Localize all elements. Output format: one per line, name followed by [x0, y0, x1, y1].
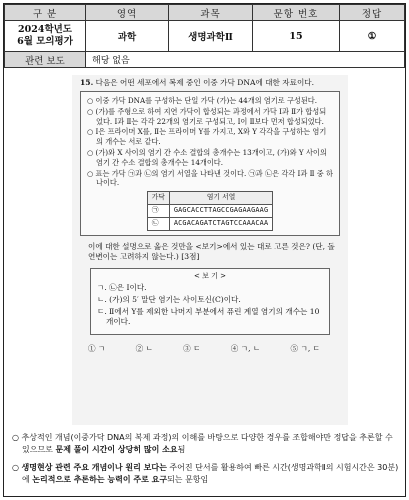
note-2-emphasis-1: 생명현상 관련 주요 개념이나 원리 보다는 — [21, 463, 167, 472]
exam-name — [5, 21, 86, 52]
question-info-table — [4, 4, 405, 68]
table-row — [147, 204, 273, 217]
note-1-text: 추상적인 개념(이중가닥 DNA의 복제 과정)의 이해를 바탕으로 다양한 경우를 조합해야만 정답을 추론할 수 있으므로 — [21, 433, 393, 454]
sequence-col-header: 염기 서열 — [169, 192, 272, 205]
strand-sequence: ACGACAGATCTAGTCCAAACAA — [169, 217, 272, 230]
strand-col-header: 가닥 — [147, 192, 169, 205]
conditions-box — [80, 91, 340, 236]
header-answer: 정답 — [340, 5, 405, 21]
question-number-value: 15 — [253, 21, 340, 52]
choice-1: ① ㄱ — [88, 343, 106, 353]
bogi-box — [90, 268, 330, 335]
header-category: 구 분 — [5, 5, 86, 21]
strand-label: ㉠ — [147, 204, 169, 217]
condition-1: ○ 이중 가닥 DNA를 구성하는 단일 가닥 (가)는 44개의 염기로 구성된다. — [87, 96, 318, 105]
answer-choices — [88, 344, 320, 354]
question-stem — [80, 78, 340, 88]
choice-2: ② ㄴ — [135, 343, 153, 353]
subject-value: 생명과학Ⅱ — [169, 21, 253, 52]
exam-session: 6월 모의평가 — [17, 36, 73, 47]
choice-3: ③ ㄷ — [183, 343, 201, 353]
question-prompt: 이에 대한 설명으로 옳은 것만을 <보기>에서 있는 대로 고른 것은? (단, 돌연변이는 고려하지 않는다.) [3점] — [88, 241, 335, 261]
choice-5: ⑤ ㄱ, ㄷ — [290, 343, 320, 353]
analysis-notes — [12, 432, 400, 492]
related-report-value: 해당 없음 — [86, 52, 405, 68]
question-image — [72, 75, 348, 425]
strand-sequence-table — [147, 191, 274, 230]
note-2-tail: 되는 문항임 — [167, 475, 209, 484]
header-question-number: 문항 번호 — [253, 5, 340, 21]
question-number: 15. — [80, 78, 94, 87]
condition-5: ○ 표는 가닥 ㉠과 ㉡의 염기 서열을 나타낸 것이다. ㉠과 ㉡은 각각 Ⅰ과 Ⅱ 중 하나이다. — [87, 168, 333, 188]
bogi-item: ㄴ. (가)의 5′ 말단 염기는 사이토신(C)이다. — [97, 294, 241, 304]
domain-value: 과학 — [86, 21, 169, 52]
answer-value: ① — [340, 21, 405, 52]
bullet-icon: ○ — [12, 463, 22, 472]
bogi-item: ㄷ. Ⅱ에서 Y를 제외한 나머지 부분에서 퓨린 계열 염기의 개수는 10개이다. — [97, 306, 320, 326]
header-subject: 과목 — [169, 5, 253, 21]
bogi-title: < 보 기 > — [194, 271, 226, 280]
strand-label: ㉡ — [147, 217, 169, 230]
note-1-tail: 됨 — [177, 445, 186, 454]
exam-year: 2024학년도 — [18, 24, 72, 35]
note-1 — [12, 432, 400, 456]
bullet-icon: ○ — [12, 433, 22, 442]
choice-4: ④ ㄱ, ㄴ — [230, 343, 261, 353]
condition-3: ○ Ⅰ은 프라이머 X를, Ⅱ는 프라이머 Y를 가지고, X와 Y 각각을 구성하는 염기의 개수는 서로 같다. — [87, 127, 327, 147]
note-2 — [12, 462, 400, 486]
note-2-text: 주어진 단서를 활용하여 빠른 시간(생명과학Ⅱ의 시험시간은 30분)에 — [22, 463, 399, 484]
header-domain: 영역 — [86, 5, 169, 21]
condition-2: ○ (가)를 주형으로 하여 지연 가닥이 합성되는 과정에서 가닥 Ⅰ과 Ⅱ가 합성되었다. Ⅰ과 Ⅱ는 각각 22개의 염기로 구성되고, Ⅰ이 Ⅱ보다 먼저 합성되었다. — [87, 106, 327, 126]
related-report-label: 관련 보도 — [5, 52, 86, 68]
note-2-emphasis-2: 논리적으로 추론하는 능력이 주로 요구 — [32, 475, 168, 484]
bogi-item: ㄱ. ㉡은 Ⅰ이다. — [97, 282, 147, 292]
table-row — [147, 217, 273, 230]
question-stem-text: 다음은 어떤 세포에서 복제 중인 이중 가닥 DNA에 대한 자료이다. — [95, 78, 315, 87]
condition-4: ○ (가)와 X 사이의 염기 간 수소 결합의 총개수는 13개이고, (가)와 Y 사이의 염기 간 수소 결합의 총개수는 14개이다. — [87, 147, 327, 167]
answer-sheet — [3, 3, 406, 497]
note-1-emphasis: 문제 풀이 시간이 상당히 많이 소요 — [55, 445, 178, 454]
strand-sequence: GAGCACCTTAGCCGAGAAGAAG — [169, 204, 272, 217]
